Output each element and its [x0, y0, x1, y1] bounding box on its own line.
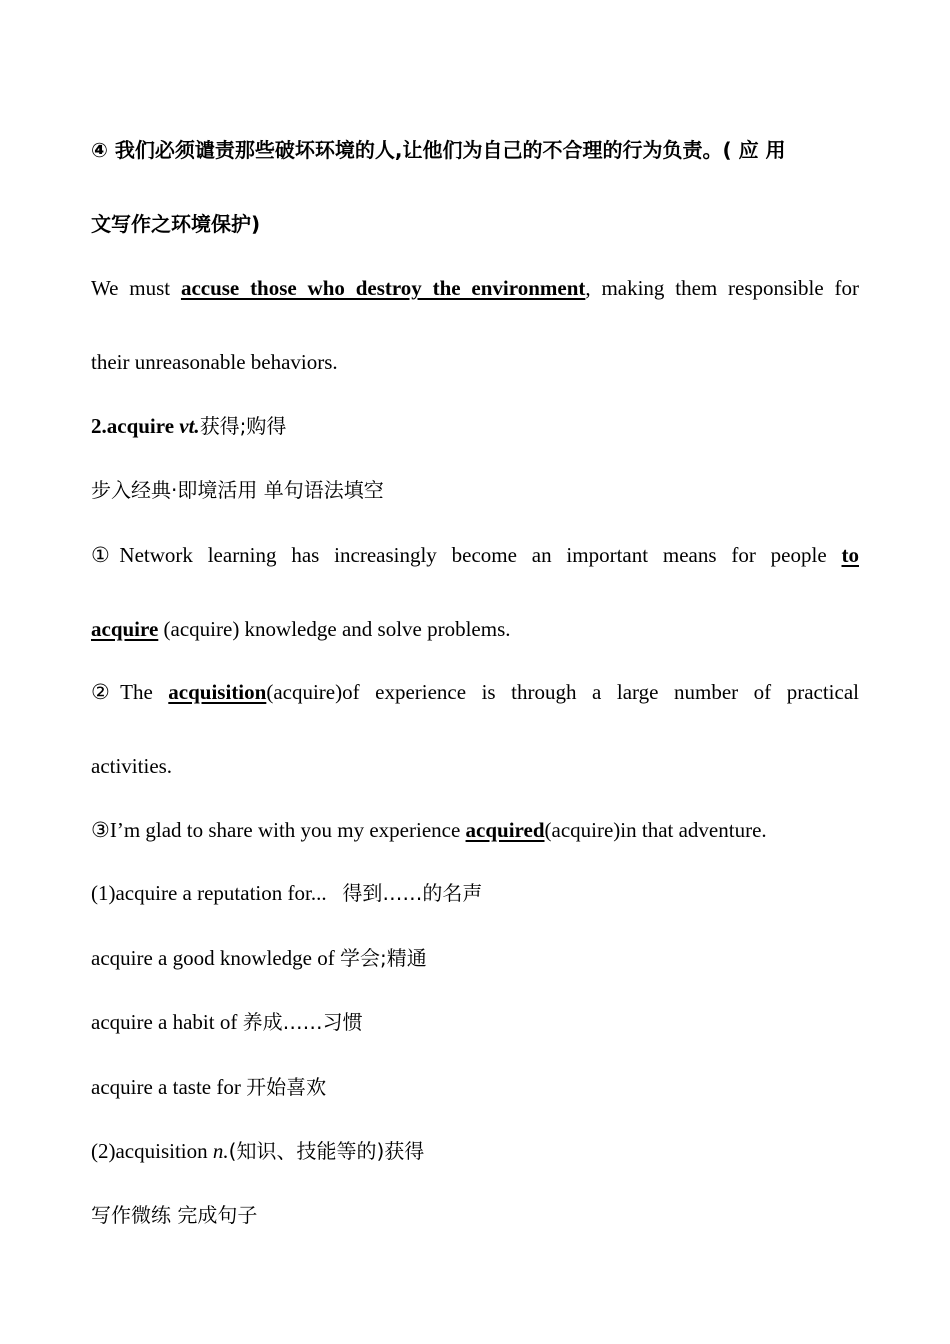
noun-form-line: [91, 1137, 859, 1165]
section-title-text: 步入经典·即境活用 单句语法填空: [91, 478, 384, 502]
question-3-answer: acquired: [465, 818, 545, 842]
question-2-line2: [91, 752, 859, 780]
phrase-item: [91, 879, 859, 907]
acquire-heading-meaning: 获得;购得: [199, 414, 287, 438]
question-2-answer: acquisition: [168, 680, 267, 704]
phrase-item: [91, 944, 859, 972]
question-3-pre: ③I’m glad to share with you my experience: [91, 818, 466, 842]
phrase-chinese: 养成……习惯: [242, 1010, 363, 1034]
phrase-item: [91, 1073, 859, 1101]
question-1-pre: ①Network learning has increasingly become an important means for people: [91, 543, 842, 567]
question-1-line1: [91, 541, 859, 569]
item4-english-sentence-line1: [91, 274, 859, 302]
item4-english-line2: their unreasonable behaviors.: [91, 350, 338, 374]
item4-chinese-text-1: ④ 我们必须谴责那些破坏环境的人,让他们为自己的不合理的行为负责。( 应 用: [91, 138, 786, 162]
section-title-writing: [91, 1201, 859, 1229]
acquire-heading: [91, 412, 859, 440]
phrase-english: (1)acquire a reputation for...: [91, 881, 343, 905]
question-2-post: (acquire)of experience is through a large number of practical: [266, 680, 859, 704]
item4-chinese-text-2: 文写作之环境保护): [91, 212, 261, 236]
writing-title-text: 写作微练 完成句子: [91, 1203, 258, 1227]
section-title-fill-in: [91, 476, 859, 504]
noun-form-meaning: (知识、技能等的)获得: [228, 1139, 425, 1163]
question-1-post: (acquire) knowledge and solve problems.: [158, 617, 511, 641]
phrase-english: acquire a taste for: [91, 1075, 247, 1099]
question-2-line1: [91, 678, 859, 706]
question-3-line: [91, 816, 859, 844]
item4-english-sentence-line2: [91, 348, 859, 376]
question-1-answer-part2: acquire: [91, 617, 159, 641]
phrase-english: acquire a habit of: [91, 1010, 243, 1034]
item4-answer: accuse those who destroy the environment: [180, 276, 586, 300]
question-3-post: (acquire)in that adventure.: [544, 818, 767, 842]
question-1-line2: [91, 615, 859, 643]
phrase-chinese: 开始喜欢: [246, 1075, 327, 1099]
acquire-heading-word: 2.acquire: [91, 414, 180, 438]
noun-form-pos: n.: [212, 1139, 229, 1163]
item4-chinese-sentence-line2: [91, 210, 859, 238]
phrase-item: [91, 1008, 859, 1036]
item4-english-post: , making them responsible for: [585, 276, 859, 300]
item4-english-pre: We must: [91, 276, 181, 300]
phrase-chinese: 得到……的名声: [342, 881, 483, 905]
noun-form-word: (2)acquisition: [91, 1139, 213, 1163]
item4-chinese-sentence-line1: [91, 136, 859, 164]
question-2-pre: ②The: [91, 680, 169, 704]
acquire-heading-pos: vt.: [179, 414, 200, 438]
phrase-chinese: 学会;精通: [340, 946, 427, 970]
phrase-english: acquire a good knowledge of: [91, 946, 340, 970]
question-2-line2-text: activities.: [91, 754, 173, 778]
question-1-answer-part1: to: [841, 543, 859, 567]
